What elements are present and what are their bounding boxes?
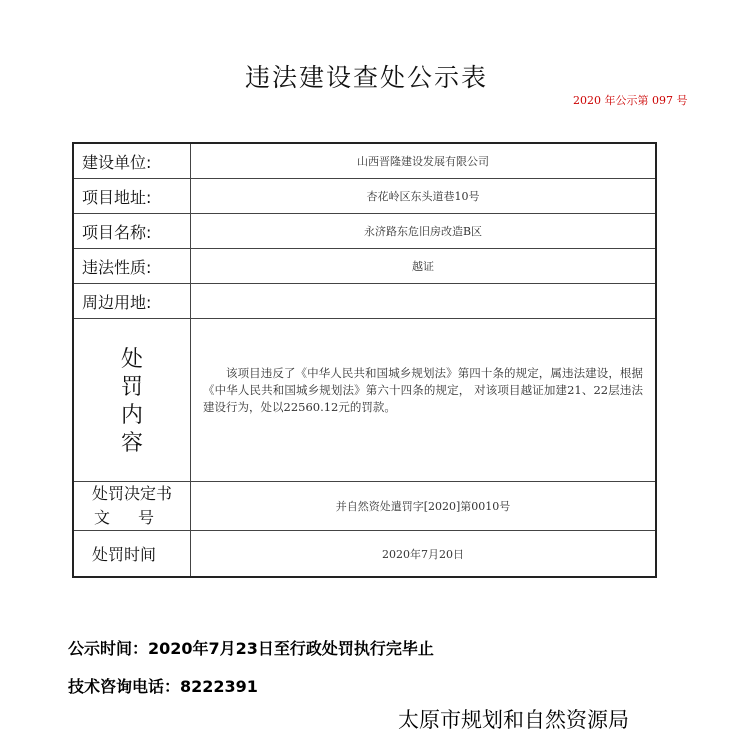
table-row xyxy=(73,249,656,284)
penalty-label-char: 内 xyxy=(120,403,143,428)
penalty-label-char: 容 xyxy=(120,431,143,456)
notice-number: 2020 年公示第 097 号 xyxy=(573,94,688,107)
builder-label: 建设单位: xyxy=(73,143,191,179)
announcement-period: 公示时间：2020年7月23日至行政处罚执行完毕止 xyxy=(68,639,434,658)
decision-label-line1: 处罚决定书 xyxy=(91,484,172,503)
violation-nature-label: 违法性质: xyxy=(73,249,191,284)
disclosure-table xyxy=(72,142,657,578)
address-value: 杏花岭区东头道巷10号 xyxy=(191,179,657,214)
penalty-time-label: 处罚时间 xyxy=(73,531,191,578)
decision-value: 并自然资处遣罚字[2020]第0010号 xyxy=(191,482,657,531)
penalty-label xyxy=(74,342,190,458)
decision-label-line2: 文号 xyxy=(93,508,182,527)
penalty-label-cell xyxy=(73,319,191,482)
decision-label xyxy=(74,482,190,530)
penalty-label-char: 罚 xyxy=(120,375,143,400)
penalty-content-cell xyxy=(191,319,657,482)
surroundings-value xyxy=(191,284,657,319)
table-row xyxy=(73,482,656,531)
address-label: 项目地址: xyxy=(73,179,191,214)
table-row xyxy=(73,284,656,319)
project-name-label: 项目名称: xyxy=(73,214,191,249)
table-row xyxy=(73,531,656,578)
consultation-hotline: 技术咨询电话：8222391 xyxy=(68,677,258,696)
builder-value: 山西晋隆建设发展有限公司 xyxy=(191,143,657,179)
violation-nature-value: 越证 xyxy=(191,249,657,284)
table-row xyxy=(73,319,656,482)
project-name-value: 永济路东危旧房改造B区 xyxy=(191,214,657,249)
issuing-bureau: 太原市规划和自然资源局 xyxy=(398,708,629,732)
penalty-time-value: 2020年7月20日 xyxy=(191,531,657,578)
table-row xyxy=(73,143,656,179)
penalty-label-char: 处 xyxy=(120,347,143,372)
decision-label-cell xyxy=(73,482,191,531)
page-title: 违法建设查处公示表 xyxy=(244,63,488,92)
table-row xyxy=(73,214,656,249)
table-row xyxy=(73,179,656,214)
penalty-text: 该项目违反了《中华人民共和国城乡规划法》第四十条的规定，属违法建设，根据《中华人民共和国城乡规划法》第六十四条的规定， 对该项目越证加建21、22层违法建设行为，处以22560.12元的罚款。 xyxy=(203,365,643,414)
surroundings-label: 周边用地: xyxy=(73,284,191,319)
